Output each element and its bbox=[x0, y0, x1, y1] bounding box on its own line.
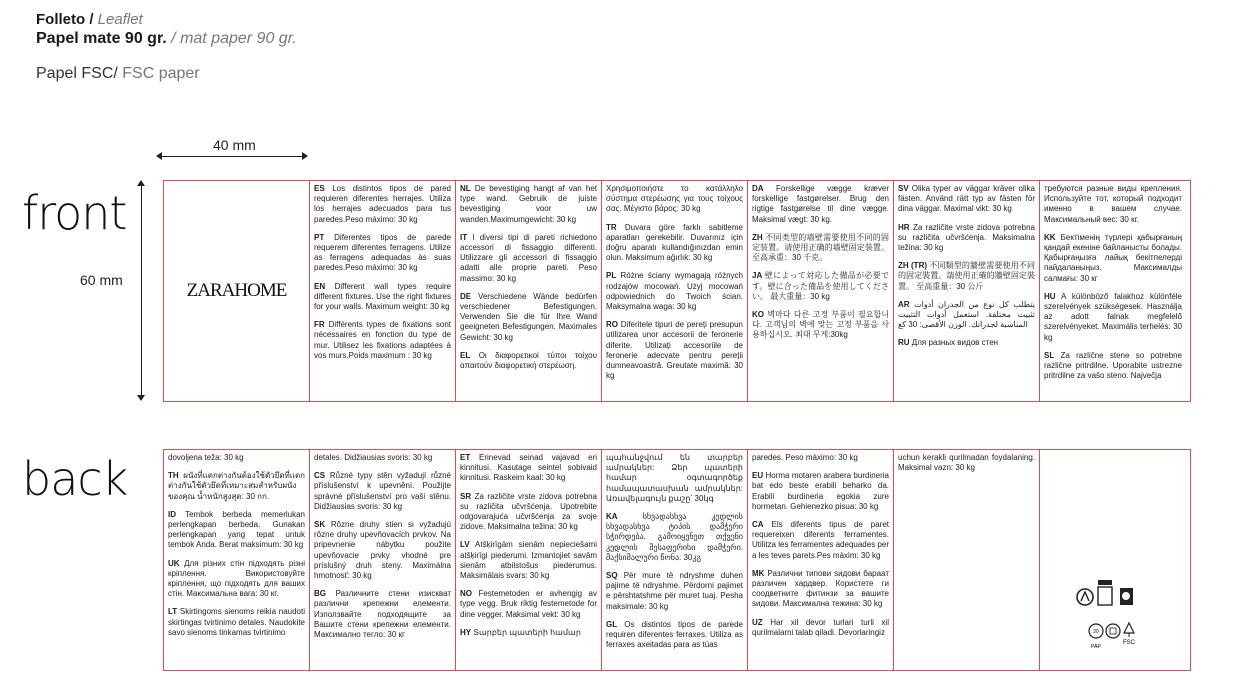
language-code: JA bbox=[752, 271, 763, 281]
language-text: Za različite vrste zidova potrebna su različita učvršćenja. Upotrebite odgovarajuća učvršćenja za svoje zidove. Maksimalna težina: 30 kg bbox=[460, 491, 597, 532]
back-panel-6 bbox=[894, 450, 1040, 670]
language-text: Différents types de fixations sont nécessaires en fonction du type de mur. Utilisez les fixations adaptées à vos murs.Poids maximum : 30 kg bbox=[314, 320, 451, 360]
language-code: TR bbox=[606, 222, 617, 232]
language-paragraph bbox=[460, 292, 597, 343]
language-text: De bevestiging hangt af van het type wand. Gebruik de juiste bevestiging voor uw wanden.Maximumgewicht: 30 kg bbox=[460, 184, 597, 224]
language-code: SL bbox=[1044, 350, 1055, 360]
front-strip bbox=[163, 180, 1191, 402]
language-code: ID bbox=[168, 509, 176, 519]
back-strip bbox=[163, 449, 1191, 671]
language-code: KK bbox=[1044, 232, 1056, 242]
language-code: AR bbox=[898, 299, 910, 309]
width-dimension-arrow bbox=[157, 156, 307, 157]
language-text: Tembok berbeda memerlukan perlengkapan berbeda. Gunakan perlengkapan yang tepat untuk tembok Anda. Berat maksimum: 30 kg bbox=[168, 509, 305, 550]
recycling-marks bbox=[1044, 453, 1182, 665]
language-text: պահանջվում են տարբեր ամրակներ: Ձեր պատերի համար օգտագործեք համապատասխան ամրակներ: Առավելագույն քաշը՝ 30կգ bbox=[606, 453, 743, 503]
back-panel-5 bbox=[748, 450, 894, 670]
language-paragraph bbox=[752, 569, 889, 610]
language-code: ET bbox=[460, 453, 471, 462]
language-text: Za različite vrste zidova potrebna su različita učvršćenja. Maksimalna težina: 30 kg bbox=[898, 222, 1035, 253]
language-text: Los distintos tipos de pared requieren diferentes herrajes. Utiliza los herrajes adecuados para tus paredes.Peso máximo: 30 kg bbox=[314, 184, 451, 224]
language-text: Forskellige vægge kræver forskellige fastgørelser. Brug den rigtige fastgørelse til dine vægge. Maksimal vægt: 30 kg. bbox=[752, 184, 889, 224]
back-panel-2 bbox=[310, 450, 456, 670]
language-code: RU bbox=[898, 338, 910, 348]
language-text: Olika typer av väggar kräver olika fästen. Använd rätt typ av fästen för dina väggar. Maximal vikt: 30 kg bbox=[898, 184, 1035, 214]
language-text: 不同类型的墙壁需要使用不同的固定装置。请使用正确的墙壁固定装置。至高承重：30 千克。 bbox=[752, 232, 889, 263]
language-paragraph bbox=[606, 184, 743, 215]
language-paragraph bbox=[168, 559, 305, 600]
language-paragraph bbox=[606, 620, 743, 651]
language-text: Erinevad seinad vajavad eri kinnitusi. Kasutage seintel sobivaid kinnitusi. Raskeim kaal: 30 kg bbox=[460, 453, 597, 483]
language-code: DA bbox=[752, 184, 764, 193]
language-code: PT bbox=[314, 232, 325, 242]
language-text: 壁によって対応した備品が必要です。壁に合った備品を使用してください。 最大重量：30 kg bbox=[752, 271, 889, 301]
language-text: Diferentes tipos de parede requerem diferentes ferragens. Utilize as ferragens adequadas às suas paredes.Peso máximo: 30 kg bbox=[314, 232, 451, 273]
language-paragraph bbox=[460, 492, 597, 533]
language-code: SQ bbox=[606, 571, 618, 581]
language-paragraph bbox=[606, 320, 743, 381]
language-paragraph bbox=[606, 512, 743, 563]
paper-bin-icon bbox=[1098, 580, 1112, 605]
language-text: A különböző falakhoz különféle szerelvények szükségesek. Használja az adott falnak megfelelő szerelvényeket. Maximális terhelés: 30 kg bbox=[1044, 291, 1182, 342]
svg-text:FSC: FSC bbox=[1123, 640, 1135, 646]
language-paragraph bbox=[606, 223, 743, 264]
language-code: TH bbox=[168, 471, 179, 481]
bin-icon bbox=[1120, 588, 1133, 605]
language-code: CA bbox=[752, 520, 764, 530]
language-text: Diferitele tipuri de pereți presupun utilizarea unor accesorii de feronerie diferite. Utilizați accesoriile de feronerie adecvate pentru pereții dumneavoastră. Greutate maximă: 30 kg bbox=[606, 320, 743, 381]
front-panel-cover bbox=[164, 181, 310, 401]
language-paragraph bbox=[1044, 292, 1182, 343]
language-text: Duvara göre farklı sabitleme aparatları gerekebilir. Duvarınız için doğru aparatı kullandığınızdan emin olun. Maksimum ağırlık: 30 kg bbox=[606, 222, 743, 263]
language-paragraph bbox=[314, 184, 451, 225]
language-paragraph bbox=[460, 351, 597, 371]
language-code: PL bbox=[606, 271, 617, 281]
language-text: Atšķirīgām sienām nepieciešami atšķirīgi piederumi. Izmantojiet savām sienām atbilstošus piederumus. Maksimālais svars: 30 kg bbox=[460, 540, 597, 581]
language-code: LV bbox=[460, 540, 470, 550]
header-paper: Papel mate 90 gr. / mat paper 90 gr. bbox=[36, 30, 297, 47]
header-leaflet: Folleto / Leaflet bbox=[36, 11, 143, 28]
language-code: EU bbox=[752, 471, 764, 481]
language-code: GL bbox=[606, 619, 618, 629]
language-text: يتطلب كل نوع من الجدران أدوات تثبيت مختلفة. استعمل أدوات التثبيت المناسبة لجدرانك. الوزن الأقصى: 30 كغ bbox=[898, 299, 1035, 330]
language-paragraph bbox=[314, 320, 451, 361]
width-dimension-label: 40 mm bbox=[213, 137, 256, 153]
language-code: SK bbox=[314, 520, 326, 530]
language-text: detales. Didžiausias svoris: 30 kg bbox=[314, 453, 433, 462]
language-text: Horma motaren arabera burdineria bat edo beste erabili beharko da. Erabili burdineria egokia zure hormetan. Gehienezko pisua: 30 kg bbox=[752, 471, 889, 511]
language-paragraph bbox=[898, 184, 1035, 215]
language-text: Za različne stene so potrebne različne pritrdilne. Uporabite ustrezne pritrdilne za vašo steno. Največja bbox=[1044, 350, 1182, 381]
language-paragraph bbox=[606, 571, 743, 612]
language-text: Os distintos tipos de parede requiren diferentes ferraxes. Utiliza as ferraxes axeitadas para as túas bbox=[606, 619, 743, 650]
language-text: სხვადასხვა კედლის სხვადასხვა ტიპის დამჭერი სჭირდება. გამოიყენეთ თქვენი კედლის შესაფერისი დამჭერი. მაქსიმალური წონა: 30კგ bbox=[606, 512, 743, 562]
language-paragraph bbox=[606, 271, 743, 312]
language-paragraph bbox=[1044, 233, 1182, 284]
language-text: Different wall types require different fixtures. Use the right fixtures for your walls. Maximum weight: 30 kg bbox=[314, 281, 451, 312]
language-text: paredes. Peso máximo: 30 kg bbox=[752, 453, 858, 462]
front-panel-5 bbox=[894, 181, 1040, 401]
language-code: KO bbox=[752, 310, 764, 320]
language-paragraph bbox=[752, 233, 889, 264]
language-text: uchun kerakli qurilmadan foydalaning. Maksimal vazn: 30 kg bbox=[898, 453, 1035, 473]
language-paragraph bbox=[606, 453, 743, 504]
language-text: Для разных видов стен bbox=[911, 338, 999, 348]
language-text: Бектіменің түрлері қабырғаның қандай екеніне байланысты болады. Қабырғаңызға лайық бекітпелерді пайдаланыңыз. Максималды салмағы: 30 кг bbox=[1044, 232, 1182, 283]
language-code: DE bbox=[460, 291, 472, 301]
language-text: Skirtingoms sienoms reikia naudoti skirtingas tvirtinimo detales. Naudokite savo sienoms tinkamas tvirtinimo bbox=[168, 607, 305, 637]
language-code: CS bbox=[314, 471, 326, 481]
language-paragraph bbox=[752, 520, 889, 561]
language-paragraph bbox=[898, 300, 1035, 331]
language-text: 벽마다 다른 고정 부품이 필요합니다. 고객님의 벽에 맞는 고정 부품을 사용하십시오. 최대 무게:30kg bbox=[752, 310, 889, 340]
language-paragraph bbox=[168, 510, 305, 551]
language-paragraph bbox=[460, 628, 597, 638]
language-code: SR bbox=[460, 491, 472, 501]
language-paragraph bbox=[898, 338, 1035, 348]
language-text: 不同類型的牆壁需要使用不同的固定裝置。請使用正確的牆壁固定裝置。 至高重量：30 公斤 bbox=[898, 261, 1035, 291]
language-paragraph bbox=[460, 184, 597, 225]
language-paragraph bbox=[314, 520, 451, 581]
language-paragraph bbox=[314, 282, 451, 313]
language-paragraph bbox=[168, 453, 305, 463]
language-paragraph bbox=[898, 223, 1035, 254]
language-paragraph bbox=[460, 540, 597, 581]
back-panel-1 bbox=[164, 450, 310, 670]
language-paragraph bbox=[314, 233, 451, 274]
language-code: EL bbox=[460, 350, 471, 360]
header-fsc: Papel FSC/ FSC paper bbox=[36, 65, 200, 82]
language-code: UZ bbox=[752, 617, 763, 627]
language-text: Festemetoden er avhengig av type vegg. Bruk riktig festemetode for dine vegger. Maksimal vekt: 30 kg bbox=[460, 589, 597, 619]
language-paragraph bbox=[752, 471, 889, 512]
svg-text:20: 20 bbox=[1093, 629, 1099, 635]
language-code: MK bbox=[752, 568, 765, 578]
language-text: I diversi tipi di pareti richiedono accessori di fissaggio differenti. Utilizzare gli accessori di fissaggio adatti alle proprie pareti. Peso massimo: 30 kg bbox=[460, 232, 597, 283]
language-code: HU bbox=[1044, 291, 1056, 301]
back-label: back bbox=[22, 452, 128, 506]
language-text: dovoljena teža: 30 kg bbox=[168, 453, 244, 462]
language-paragraph bbox=[314, 453, 451, 463]
language-code: NL bbox=[460, 184, 471, 193]
language-text: Различни типови ѕидови бараат различен хардвер. Користете ги соодветните фитинзи за вашите ѕидови. Максимална тежина: 30 kg bbox=[752, 568, 889, 609]
language-code: NO bbox=[460, 589, 472, 599]
language-paragraph bbox=[752, 618, 889, 638]
language-text: требуются разные виды крепления. Используйте тот, который подходит именно в вашем случае. Максимальный вес: 30 кг. bbox=[1044, 184, 1182, 224]
language-text: Verschiedene Wände bedürfen verschiedener Befestigungen. Verwenden Sie die für Ihre Wand geeigneten Befestigungen. Maximales Gewicht: 30 kg bbox=[460, 291, 597, 342]
language-text: Различните стени изискват различни крепежни елементи. Използвайте подходящите за Вашите стени крепежни елементи. Максимално тегло: 30 кг bbox=[314, 589, 451, 640]
svg-text:PAP: PAP bbox=[1091, 644, 1101, 650]
language-paragraph bbox=[1044, 184, 1182, 225]
language-code: ZH bbox=[752, 232, 763, 242]
recycle-person-icon bbox=[1077, 589, 1093, 605]
language-code: SV bbox=[898, 184, 909, 193]
language-paragraph bbox=[168, 607, 305, 638]
language-text: Տարբեր պատերի համար bbox=[473, 627, 581, 637]
language-paragraph bbox=[898, 453, 1035, 473]
front-label: front bbox=[22, 186, 127, 240]
language-code: HY bbox=[460, 627, 472, 637]
language-paragraph bbox=[168, 471, 305, 502]
front-panel-3 bbox=[602, 181, 748, 401]
language-paragraph bbox=[460, 233, 597, 284]
language-text: Οι διαφορετικοί τύποι τοίχου απαιτούν διαφορετική στερέωση. bbox=[460, 350, 597, 371]
language-text: Rôzne druhy stien si vyžadujú rôzne druhy upevňovacích prvkov. Na pripevnenie nábytku použite upevňovacie prvky vhodné pre príslušný druh steny. Maximálna hmotnosť: 30 kg bbox=[314, 520, 451, 581]
front-panel-1 bbox=[310, 181, 456, 401]
language-code: ZH (TR) bbox=[898, 261, 928, 271]
language-paragraph bbox=[1044, 351, 1182, 382]
language-code: UK bbox=[168, 558, 180, 568]
height-dimension-arrow bbox=[141, 181, 142, 400]
height-dimension-label: 60 mm bbox=[80, 272, 123, 288]
back-panel-3 bbox=[456, 450, 602, 670]
language-code: KA bbox=[606, 512, 618, 522]
language-text: Har xil devor turlari turli xil qurilmalarni talab qiladi. Devorlaringiz bbox=[752, 617, 889, 637]
language-paragraph bbox=[752, 310, 889, 341]
language-code: BG bbox=[314, 589, 326, 599]
language-paragraph bbox=[314, 471, 451, 512]
language-text: Els diferents tipus de paret requereixen diferents ferramentes. Utilitza les ferramentes adequades per a les teves parets.Pes màxim: 30 kg bbox=[752, 520, 889, 560]
language-code: FR bbox=[314, 320, 325, 330]
language-code: IT bbox=[460, 232, 468, 242]
front-panel-4 bbox=[748, 181, 894, 401]
language-text: ผนังที่แตกต่างกันต้องใช้ตัวยึดที่แตกต่างกันใช้ตัวยึดที่เหมาะสมสำหรับผนังของคุณ น้ำหนักสูงสุด: 30 กก. bbox=[168, 471, 305, 501]
language-text: Různé typy stěn vyžadují různé příslušenství k upevnění. Použijte správné příslušenství pro vaši stěnu. Didžiausias svoris: 30 kg bbox=[314, 471, 451, 511]
language-paragraph bbox=[314, 589, 451, 640]
language-text: Χρησιμοποιήστε το κατάλληλο σύστημα στερέωσης για τους τοίχους σας. Μέγιστο βάρος: 30 kg bbox=[606, 184, 743, 214]
language-paragraph bbox=[752, 184, 889, 225]
language-code: LT bbox=[168, 607, 178, 617]
language-text: Për mure të ndryshme duhen pajime të ndryshme. Përdorni pajimet e përshtatshme për muret tuaj. Pesha maksimale: 30 kg bbox=[606, 571, 744, 611]
language-code: HR bbox=[898, 222, 910, 232]
language-text: Для різних стін підходять різні кріплення. Використовуйте кріплення, що підходять для ваших стін. Максимальна вага: 30 кг. bbox=[168, 558, 305, 599]
language-code: EN bbox=[314, 281, 326, 291]
language-paragraph bbox=[460, 453, 597, 484]
language-code: RO bbox=[606, 320, 618, 330]
front-panel-6 bbox=[1040, 181, 1186, 401]
language-paragraph bbox=[752, 271, 889, 302]
front-panel-2 bbox=[456, 181, 602, 401]
pap-recycle-icon bbox=[1089, 624, 1103, 650]
language-code: ES bbox=[314, 184, 325, 193]
fsc-tree-icon bbox=[1123, 623, 1136, 646]
language-paragraph bbox=[460, 589, 597, 620]
language-text: Różne ściany wymagają różnych rodzajów mocowań. Użyj mocowań odpowiednich do Twoich ścian. Maksymalna waga: 30 kg bbox=[606, 271, 743, 312]
brand-logo: ZARAHOME bbox=[186, 279, 287, 301]
language-paragraph bbox=[898, 261, 1035, 292]
back-panel-logos bbox=[1040, 450, 1186, 670]
paper-icon bbox=[1106, 624, 1120, 638]
back-panel-4 bbox=[602, 450, 748, 670]
language-paragraph bbox=[752, 453, 889, 463]
